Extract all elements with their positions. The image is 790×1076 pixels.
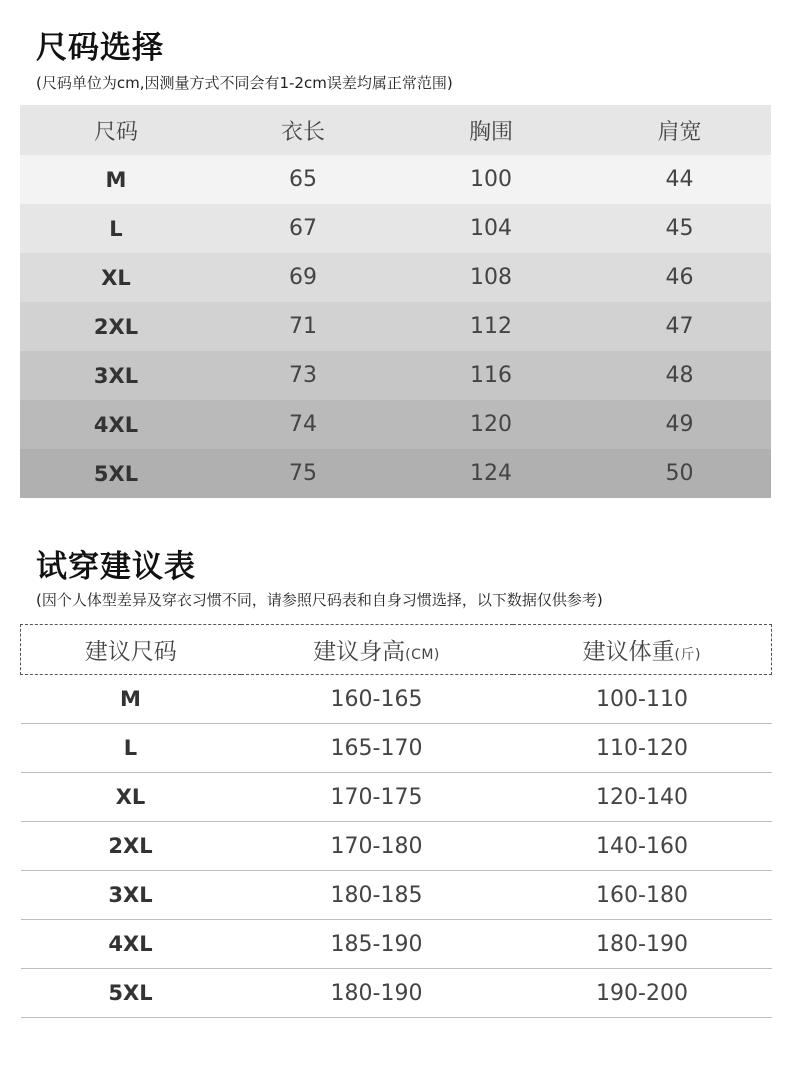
fit-section-title: 试穿建议表 — [36, 549, 196, 585]
fit-size-cell: 3XL — [21, 871, 241, 920]
size-table — [20, 105, 771, 498]
size-value-cell: 48 — [665, 363, 694, 388]
size-value-cell: 73 — [289, 363, 317, 388]
fit-table-header — [21, 625, 772, 675]
fit-value-cell: 180-190 — [241, 969, 513, 1018]
fit-table — [20, 624, 772, 1018]
size-header-cell: 尺码 — [93, 119, 138, 145]
size-value-cell: 49 — [665, 412, 694, 437]
fit-value-cell: 165-170 — [241, 724, 513, 773]
fit-header-cell — [241, 625, 513, 675]
size-section-note: (尺码单位为cm,因测量方式不同会有1-2cm误差均属正常范围) — [36, 74, 453, 92]
size-table-row — [20, 400, 771, 449]
fit-table-row — [21, 969, 772, 1018]
size-value-cell: 116 — [470, 363, 512, 388]
size-value-cell: 71 — [289, 314, 317, 339]
size-value-cell: 67 — [289, 216, 317, 241]
size-value-cell: 100 — [470, 167, 512, 192]
size-table-row — [20, 351, 771, 400]
size-value-cell: 44 — [665, 167, 694, 192]
fit-section-note: (因个人体型差异及穿衣习惯不同，请参照尺码表和自身习惯选择，以下数据仅供参考) — [36, 591, 603, 609]
size-value-cell: 46 — [665, 265, 694, 290]
fit-size-cell: L — [21, 724, 241, 773]
size-header-cell: 肩宽 — [657, 119, 702, 145]
size-table-row — [20, 204, 771, 253]
size-label-cell: 3XL — [93, 363, 139, 388]
fit-header-unit: (CM) — [405, 647, 440, 663]
fit-header-label: 建议尺码 — [84, 639, 177, 665]
fit-header-unit: (斤) — [674, 647, 701, 663]
fit-value-cell: 190-200 — [513, 969, 772, 1018]
size-value-cell: 69 — [289, 265, 317, 290]
fit-size-cell: 2XL — [21, 822, 241, 871]
size-label-cell: 5XL — [93, 461, 139, 486]
fit-size-cell: 5XL — [21, 969, 241, 1018]
fit-value-cell: 185-190 — [241, 920, 513, 969]
size-value-cell: 47 — [665, 314, 694, 339]
fit-table-row — [21, 675, 772, 724]
fit-value-cell: 170-175 — [241, 773, 513, 822]
fit-value-cell: 140-160 — [513, 822, 772, 871]
fit-value-cell: 180-190 — [513, 920, 772, 969]
fit-header-label: 建议身高 — [313, 639, 406, 665]
fit-value-cell: 100-110 — [513, 675, 772, 724]
fit-header-cell — [513, 625, 772, 675]
fit-value-cell: 110-120 — [513, 724, 772, 773]
fit-size-cell: M — [21, 675, 241, 724]
size-value-cell: 74 — [289, 412, 317, 437]
fit-header-label: 建议体重 — [582, 639, 675, 665]
fit-value-cell: 180-185 — [241, 871, 513, 920]
fit-value-cell: 160-180 — [513, 871, 772, 920]
size-value-cell: 50 — [665, 461, 694, 486]
fit-size-cell: 4XL — [21, 920, 241, 969]
fit-table-row — [21, 773, 772, 822]
size-table-row — [20, 302, 771, 351]
fit-value-cell: 120-140 — [513, 773, 772, 822]
size-value-cell: 120 — [470, 412, 512, 437]
size-value-cell: 45 — [665, 216, 694, 241]
size-value-cell: 108 — [470, 265, 512, 290]
size-label-cell: XL — [101, 265, 131, 290]
size-value-cell: 104 — [470, 216, 512, 241]
size-label-cell: 4XL — [93, 412, 139, 437]
fit-table-row — [21, 724, 772, 773]
size-value-cell: 124 — [470, 461, 512, 486]
size-value-cell: 65 — [289, 167, 317, 192]
fit-header-cell — [21, 625, 241, 675]
size-table-row — [20, 449, 771, 498]
fit-table-row — [21, 822, 772, 871]
fit-value-cell: 160-165 — [241, 675, 513, 724]
size-value-cell: 75 — [289, 461, 317, 486]
size-table-header — [20, 105, 771, 155]
size-label-cell: M — [105, 167, 127, 192]
size-value-cell: 112 — [470, 314, 512, 339]
fit-table-row — [21, 920, 772, 969]
size-table-row — [20, 155, 771, 204]
fit-table-row — [21, 871, 772, 920]
size-label-cell: 2XL — [93, 314, 139, 339]
fit-size-cell: XL — [21, 773, 241, 822]
size-table-row — [20, 253, 771, 302]
fit-value-cell: 170-180 — [241, 822, 513, 871]
size-header-cell: 衣长 — [280, 119, 325, 145]
size-header-cell: 胸围 — [468, 119, 513, 145]
size-label-cell: L — [109, 216, 123, 241]
size-section-title: 尺码选择 — [36, 30, 164, 66]
